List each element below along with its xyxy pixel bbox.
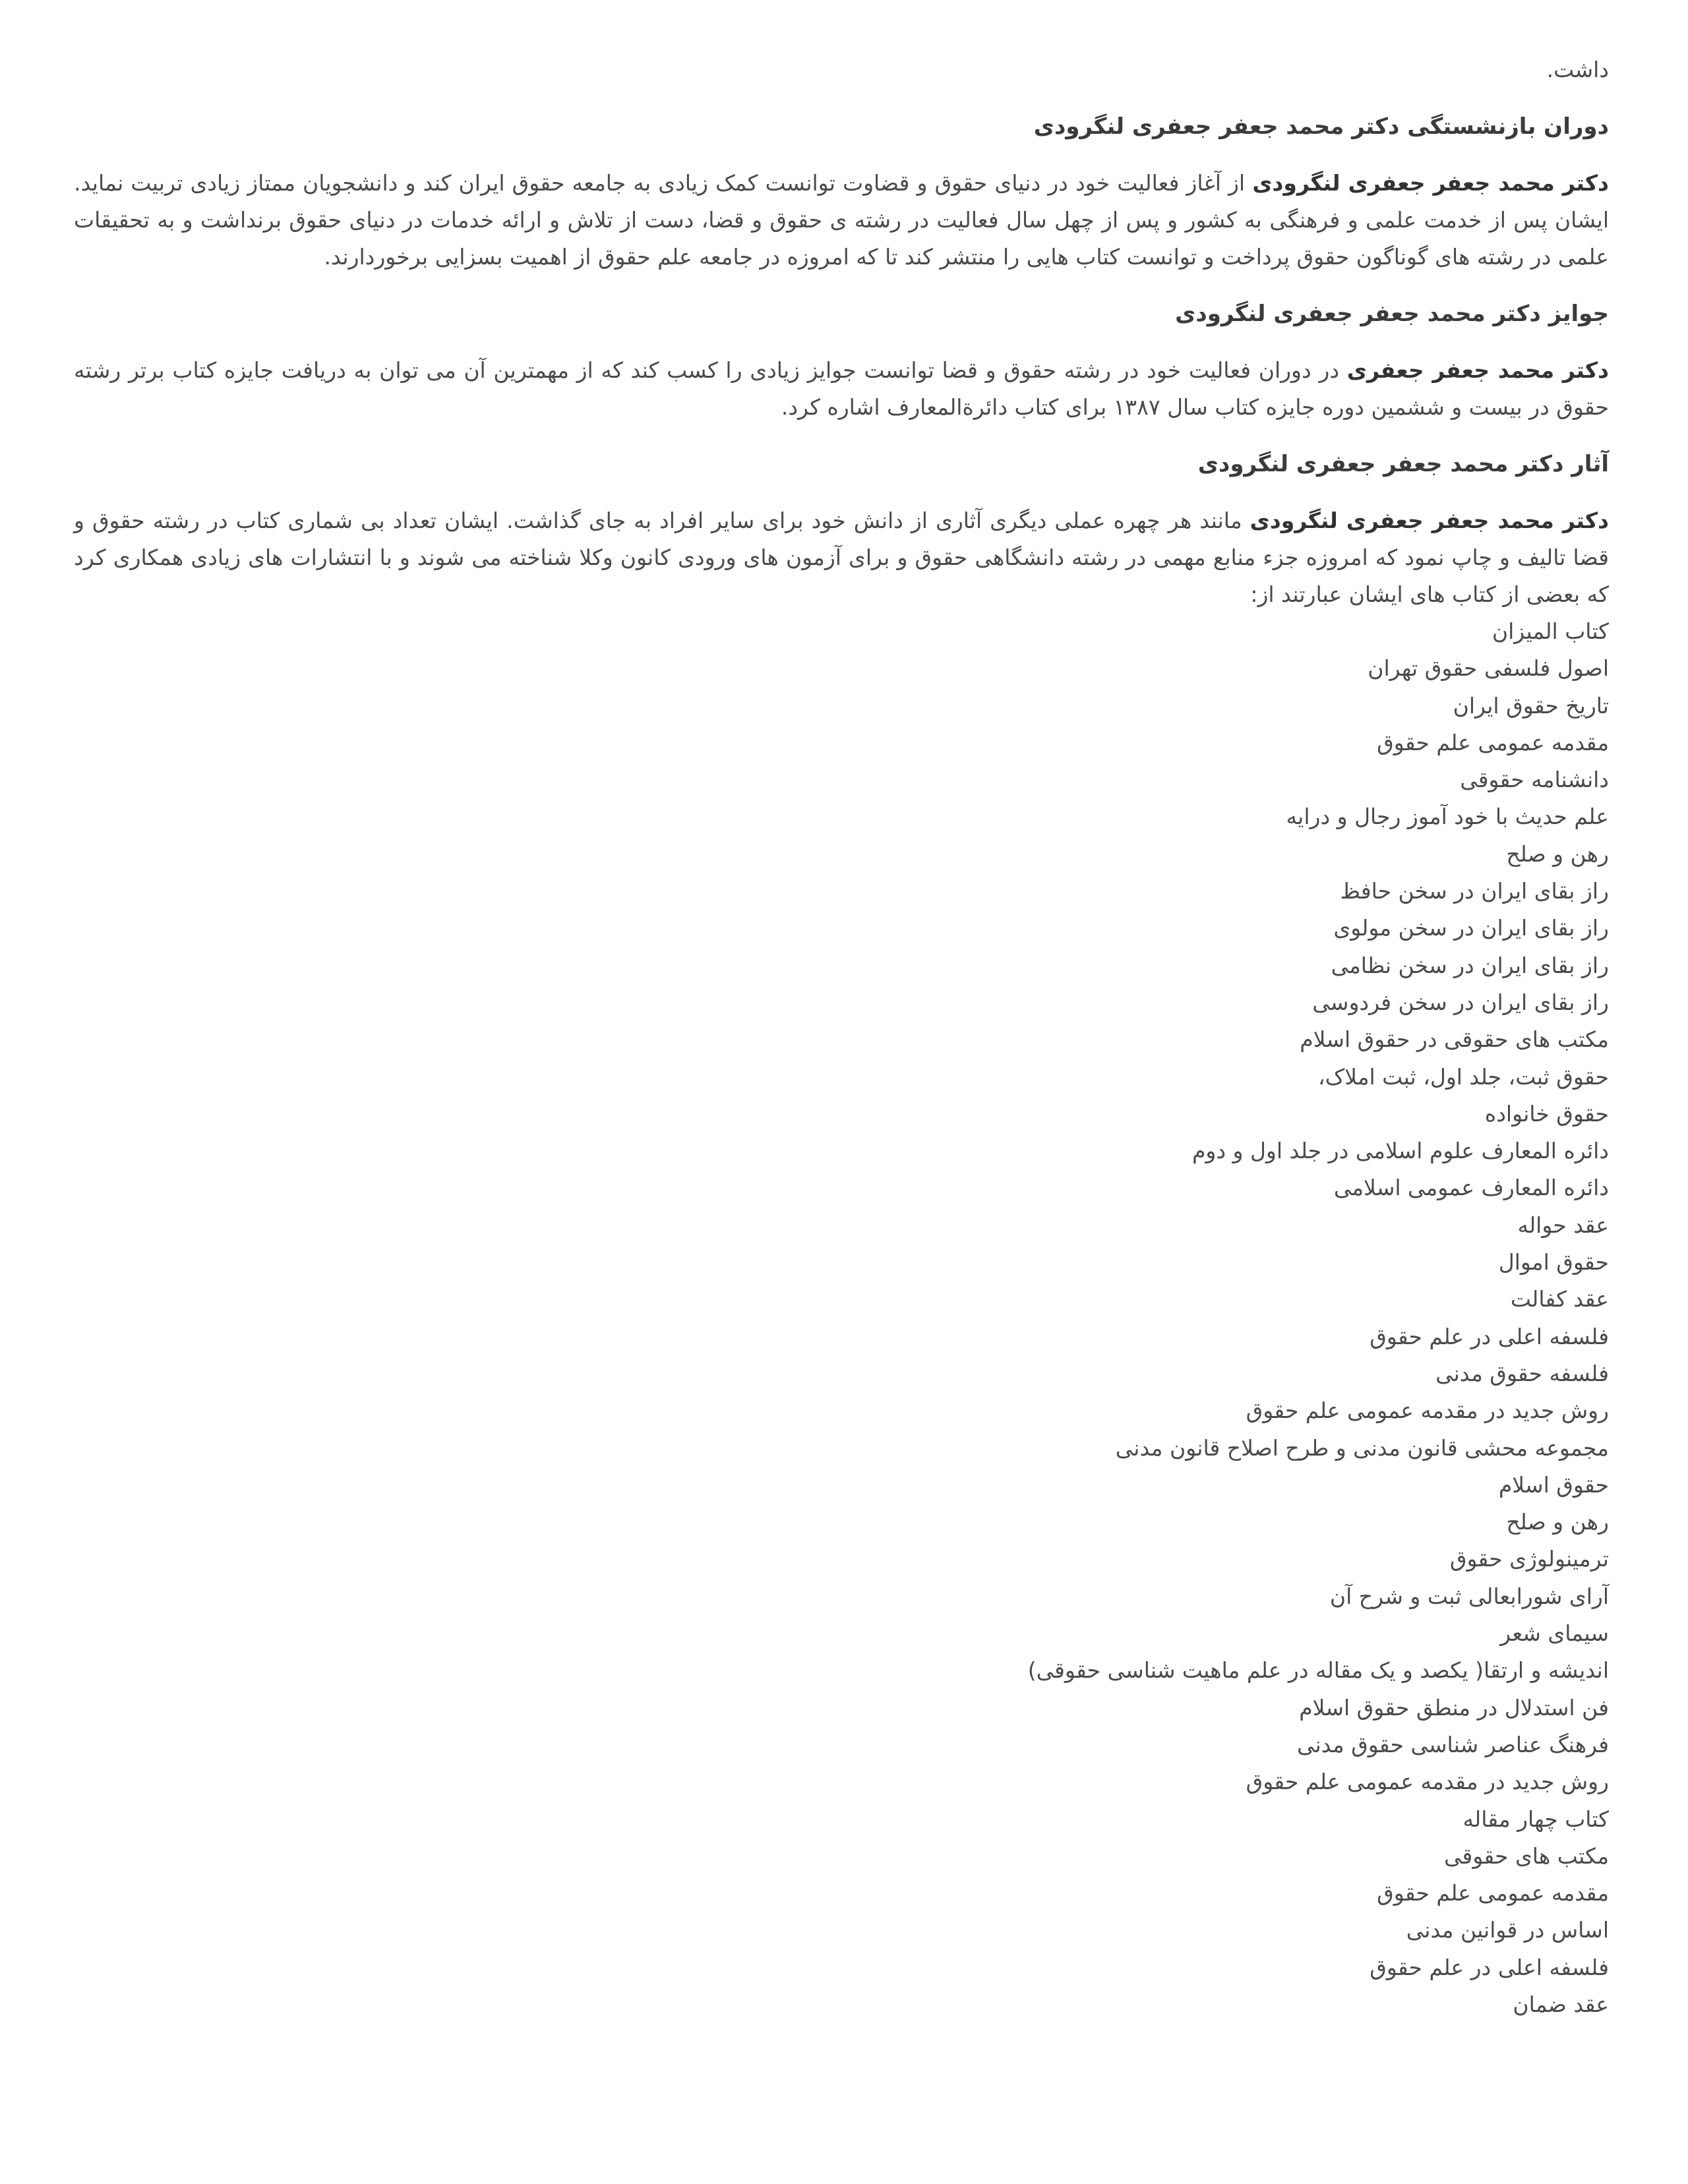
book-item: راز بقای ایران در سخن حافظ <box>1340 878 1609 904</box>
book-item: آرای شورابعالی ثبت و شرح آن <box>1329 1583 1609 1609</box>
retirement-heading: دوران بازنشستگی دکتر محمد جعفر جعفری لنگرودی <box>1033 113 1609 140</box>
book-item: رهن و صلح <box>1506 1509 1609 1535</box>
book-item: کتاب چهار مقاله <box>1462 1806 1609 1832</box>
book-item: سیمای شعر <box>1500 1620 1609 1647</box>
works-paragraph <box>74 502 1609 613</box>
book-item: حقوق خانواده <box>1484 1100 1609 1127</box>
book-item: عقد حواله <box>1517 1212 1609 1238</box>
retirement-paragraph <box>74 165 1609 276</box>
awards-paragraph <box>74 352 1609 426</box>
book-item: اندیشه و ارتقا( یکصد و یک مقاله در علم ماهیت شناسی حقوقی) <box>1027 1657 1609 1684</box>
book-item: اساس در قوانین مدنی <box>1406 1917 1609 1943</box>
article-body <box>74 0 1609 2023</box>
book-item: مکتب های حقوقی <box>1444 1843 1609 1869</box>
retirement-bold-name: دکتر محمد جعفر جعفری لنگرودی <box>1252 170 1609 196</box>
book-item: دائره المعارف عمومی اسلامی <box>1333 1175 1609 1201</box>
book-item: راز بقای ایران در سخن مولوی <box>1333 915 1609 941</box>
book-item: علم حدیث با خود آموز رجال و درایه <box>1286 804 1609 830</box>
book-item: فرهنگ عناصر شناسی حقوق مدنی <box>1296 1731 1609 1757</box>
book-item: روش جدید در مقدمه عمومی علم حقوق <box>1246 1398 1609 1424</box>
works-heading: آثار دکتر محمد جعفر جعفری لنگرودی <box>1197 451 1609 477</box>
book-item: حقوق اسلام <box>1498 1471 1609 1498</box>
awards-text: در دوران فعالیت خود در رشته حقوق و قضا توانست جوایز زیادی را کسب کند که از مهمترین آن می توان به دریافت جایزه کتاب برتر رشته حقوق در بیست و ششمین دوره جایزه کتاب سال ۱۳۸۷ برای کتاب دائرةالمعارف اشاره کرد. <box>74 357 1609 420</box>
book-item: کتاب المیزان <box>1492 618 1609 644</box>
book-item: تاریخ حقوق ایران <box>1453 692 1609 719</box>
book-item: اصول فلسفی حقوق تهران <box>1368 655 1609 682</box>
book-item: مجموعه محشی قانون مدنی و طرح اصلاح قانون مدنی <box>1115 1434 1609 1461</box>
book-item: راز بقای ایران در سخن نظامی <box>1331 952 1609 978</box>
book-item: فلسفه اعلی در علم حقوق <box>1370 1954 1609 1980</box>
book-item: راز بقای ایران در سخن فردوسی <box>1312 989 1609 1015</box>
book-item: فلسفه حقوق مدنی <box>1435 1360 1609 1386</box>
works-bold-name: دکتر محمد جعفر جعفری لنگرودی <box>1250 508 1609 533</box>
book-item: حقوق اموال <box>1498 1249 1609 1276</box>
works-text: مانند هر چهره عملی دیگری آثاری از دانش خود برای سایر افراد به جای گذاشت. ایشان تعداد بی شماری کتاب در رشته حقوق و قضا تالیف و چاپ نمود که امروزه جزء منابع مهمی در رشته دانشگاهی حقوق و برای آزمون های ورودی کانون وکلا شناخته می شوند و با انتشارات های زیادی همکاری کرد که بعضی از کتاب های ایشان عبارتند از: <box>74 508 1609 607</box>
awards-heading: جوایز دکتر محمد جعفر جعفری لنگرودی <box>1175 301 1609 327</box>
retirement-text: از آغاز فعالیت خود در دنیای حقوق و قضاوت توانست کمک زیادی به جامعه حقوق ایران کند و دانشجویان ممتاز زیادی تربیت نماید. ایشان پس از خدمت علمی و فرهنگی به کشور و پس از چهل سال فعالیت در رشته ی حقوق و قضا، دست از تلاش و ارائه خدمات در دنیای حقوق برنداشت و به تحقیقات علمی در رشته های گوناگون حقوق پرداخت و توانست کتاب هایی را منتشر کند تا که امروزه در جامعه علم حقوق از اهمیت بسزایی برخوردارند. <box>74 170 1609 270</box>
books-list <box>74 613 1609 2023</box>
book-item: عقد ضمان <box>1513 1991 1609 2017</box>
book-item: مقدمه عمومی علم حقوق <box>1377 729 1609 755</box>
book-item: دائره المعارف علوم اسلامی در جلد اول و دوم <box>1191 1138 1609 1164</box>
book-item: فلسفه اعلی در علم حقوق <box>1370 1323 1609 1349</box>
book-item: مقدمه عمومی علم حقوق <box>1377 1880 1609 1906</box>
book-item: ترمینولوژی حقوق <box>1449 1546 1609 1572</box>
book-item: دانشنامه حقوقی <box>1460 767 1609 793</box>
awards-bold-name: دکتر محمد جعفر جعفری <box>1346 357 1609 383</box>
book-item: عقد کفالت <box>1510 1286 1609 1313</box>
book-item: مکتب های حقوقی در حقوق اسلام <box>1300 1026 1609 1053</box>
book-item: فن استدلال در منطق حقوق اسلام <box>1299 1694 1609 1721</box>
lead-fragment: داشت. <box>1546 57 1609 82</box>
book-item: حقوق ثبت، جلد اول، ثبت املاک، <box>1317 1063 1609 1090</box>
book-item: روش جدید در مقدمه عمومی علم حقوق <box>1246 1769 1609 1795</box>
book-item: رهن و صلح <box>1506 841 1609 867</box>
